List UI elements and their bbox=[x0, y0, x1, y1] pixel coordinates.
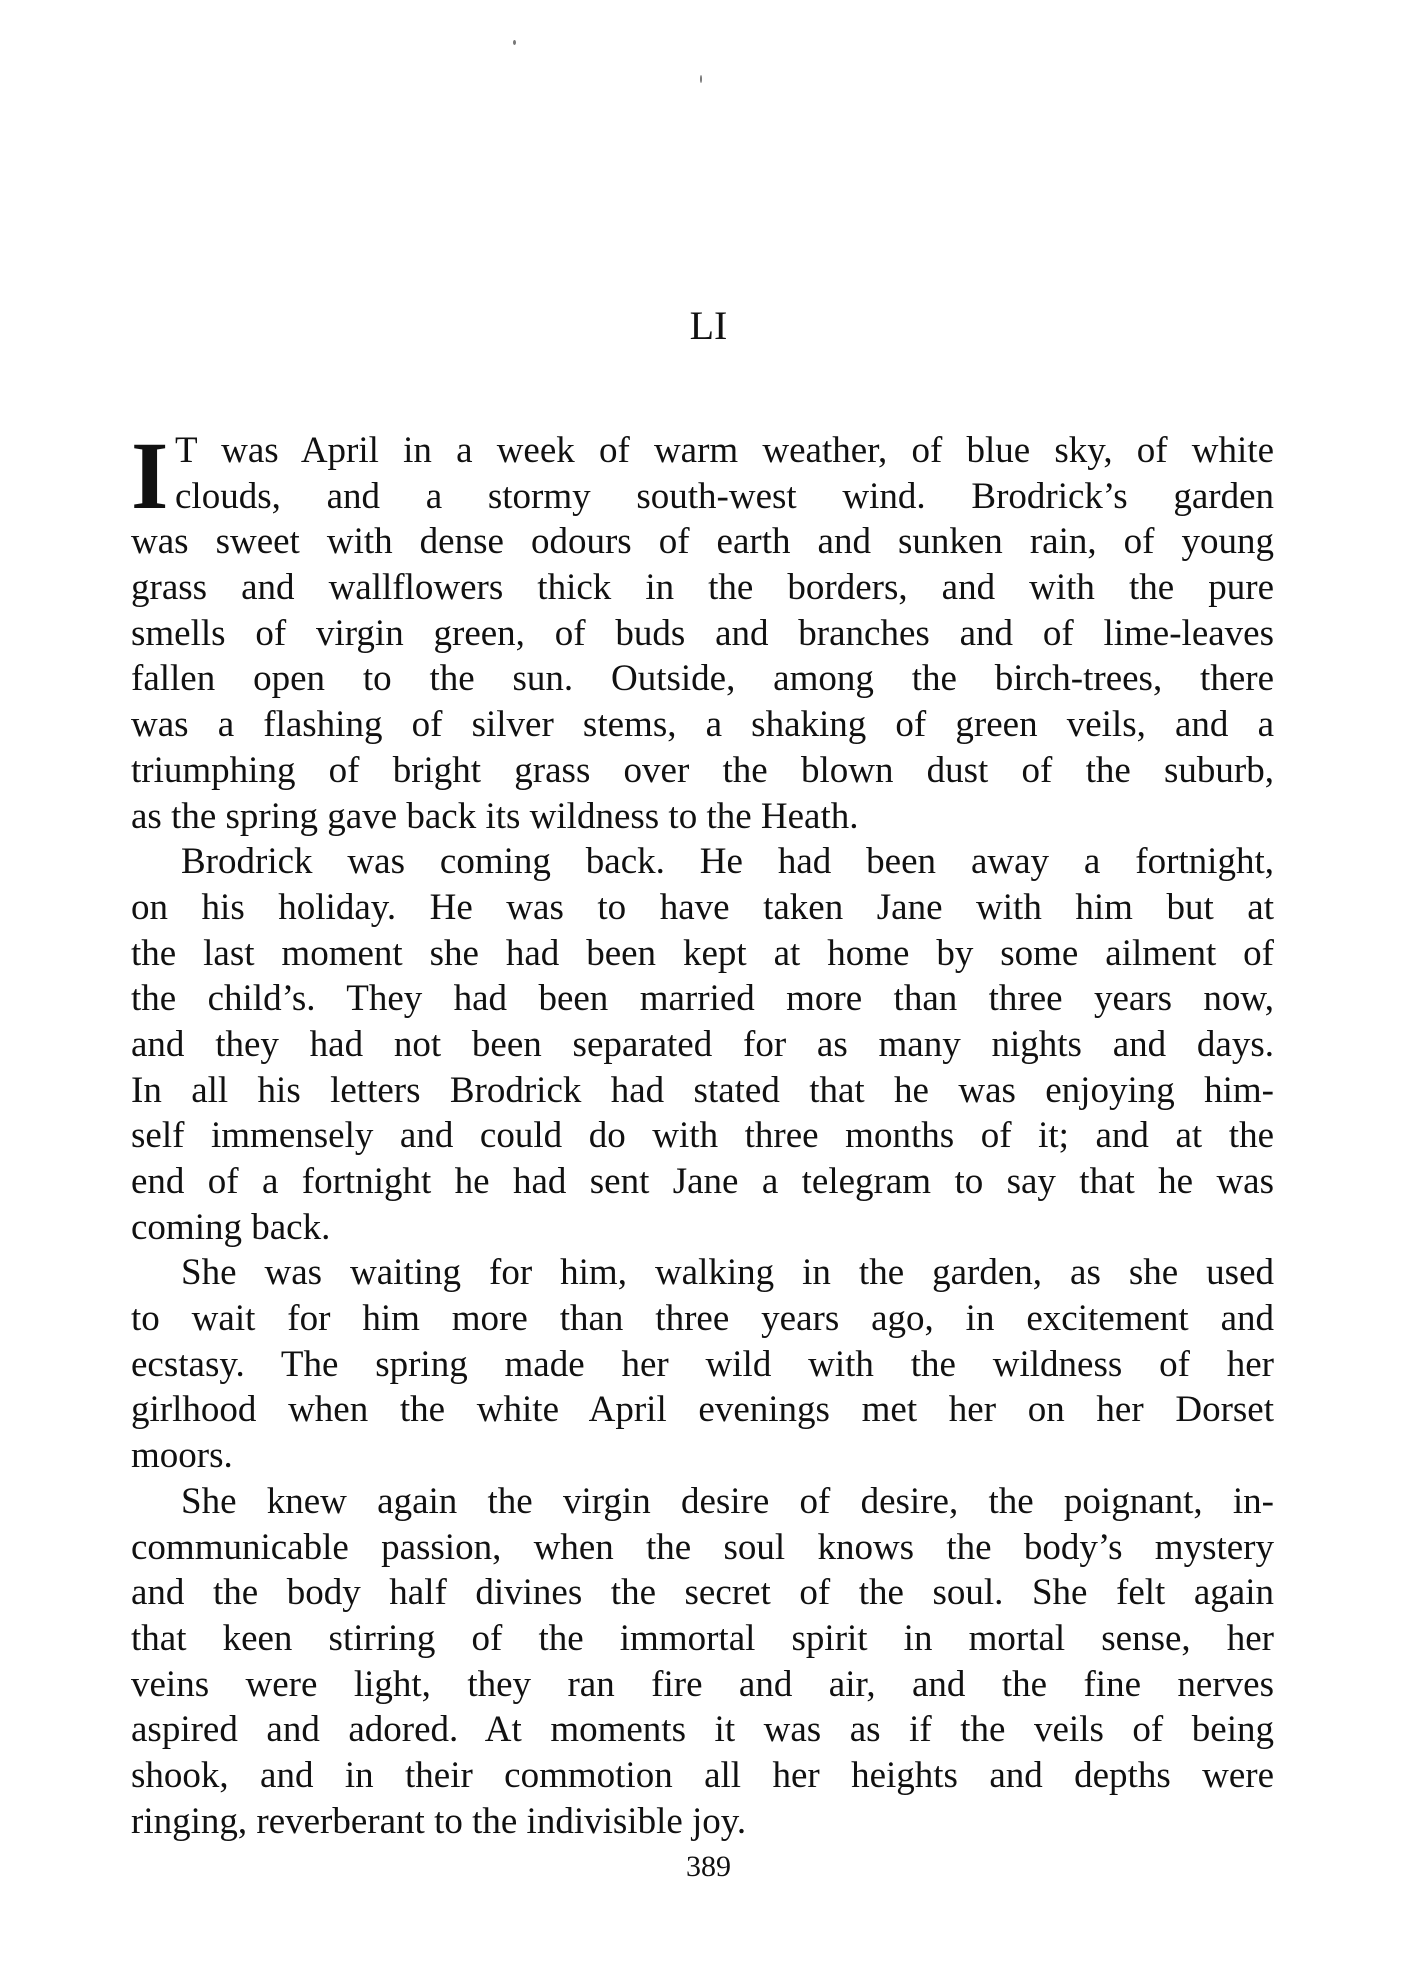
paragraph bbox=[131, 1250, 1274, 1478]
text-line: communicable passion, when the soul knows the body’s mystery bbox=[131, 1526, 1274, 1568]
chapter-heading: LI bbox=[689, 303, 728, 348]
text-line: the child’s. They had been married more than three years now, bbox=[131, 978, 1274, 1020]
text-line: ecstasy. The spring made her wild with the wildness of her bbox=[131, 1343, 1274, 1385]
paragraph bbox=[131, 1479, 1274, 1845]
text-line: grass and wallflowers thick in the borders, and with the pure bbox=[131, 567, 1274, 609]
text-line: She knew again the virgin desire of desire, the poignant, in- bbox=[181, 1480, 1274, 1522]
page-number: 389 bbox=[686, 1850, 731, 1883]
text-line: ringing, reverberant to the indivisible joy. bbox=[131, 1800, 747, 1842]
text-line: In all his letters Brodrick had stated that he was enjoying him- bbox=[131, 1069, 1274, 1111]
text-line: T was April in a week of warm weather, of blue sky, of white bbox=[175, 430, 1274, 471]
text-line: moors. bbox=[131, 1435, 233, 1477]
text-line: coming back. bbox=[131, 1206, 331, 1248]
text-line: Brodrick was coming back. He had been away a fortnight, bbox=[181, 841, 1274, 883]
text-line: aspired and adored. At moments it was as if the veils of being bbox=[131, 1709, 1274, 1751]
drop-cap: I bbox=[131, 422, 169, 529]
paragraph bbox=[131, 422, 1274, 839]
text-line: shook, and in their commotion all her heights and depths were bbox=[131, 1754, 1274, 1796]
body-text bbox=[131, 422, 1274, 1844]
text-line: and they had not been separated for as many nights and days. bbox=[131, 1023, 1274, 1065]
text-line: to wait for him more than three years ago, in excitement and bbox=[131, 1298, 1274, 1340]
text-line: as the spring gave back its wildness to the Heath. bbox=[131, 795, 859, 837]
text-line: triumphing of bright grass over the blown dust of the suburb, bbox=[131, 749, 1274, 791]
text-line: end of a fortnight he had sent Jane a telegram to say that he was bbox=[131, 1161, 1274, 1202]
text-line: She was waiting for him, walking in the garden, as she used bbox=[181, 1252, 1274, 1294]
scan-speck bbox=[700, 75, 702, 83]
paragraph bbox=[131, 839, 1274, 1250]
text-line: on his holiday. He was to have taken Jane with him but at bbox=[131, 886, 1274, 928]
text-line: self immensely and could do with three months of it; and at the bbox=[131, 1115, 1274, 1157]
text-line: was sweet with dense odours of earth and sunken rain, of young bbox=[131, 521, 1274, 563]
text-line: the last moment she had been kept at home by some ailment of bbox=[131, 932, 1274, 974]
text-line: girlhood when the white April evenings met her on her Dorset bbox=[131, 1389, 1274, 1431]
text-line: was a flashing of silver stems, a shaking of green veils, and a bbox=[131, 704, 1274, 746]
text-line: that keen stirring of the immortal spirit in mortal sense, her bbox=[131, 1617, 1274, 1659]
text-line: clouds, and a stormy south-west wind. Brodrick’s garden bbox=[175, 475, 1274, 517]
text-line: and the body half divines the secret of the soul. She felt again bbox=[131, 1572, 1274, 1614]
text-line: smells of virgin green, of buds and branches and of lime-leaves bbox=[131, 612, 1274, 654]
text-line: fallen open to the sun. Outside, among the birch-trees, there bbox=[131, 658, 1274, 700]
text-line: veins were light, they ran fire and air, and the fine nerves bbox=[131, 1663, 1274, 1705]
scan-speck bbox=[513, 40, 516, 45]
